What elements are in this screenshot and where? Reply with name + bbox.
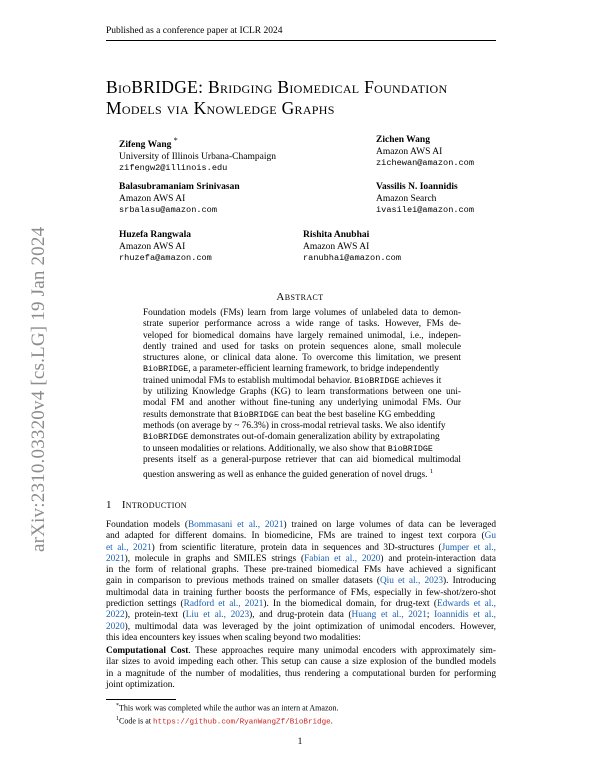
arxiv-stamp: arXiv:2310.03320v4 [cs.LG] 19 Jan 2024 [28, 226, 49, 552]
author-name: Huzefa Rangwala [119, 230, 192, 240]
paragraph-line [106, 543, 496, 554]
citation-link[interactable]: Jumper et al., [441, 542, 497, 553]
author-affiliation: Amazon AWS AI [376, 146, 443, 157]
footnote-text: . [330, 716, 333, 726]
paragraph-text: ). Introducing [443, 576, 496, 587]
author-affiliation: Amazon AWS AI [119, 241, 186, 252]
citation-link[interactable]: 2020 [106, 621, 125, 632]
citation-link[interactable]: Fabian et al., 2020 [304, 553, 381, 564]
footnote-2 [116, 714, 339, 728]
paragraph-text: and adapted for different domains. In biomedicine, FMs are trained to ingest text corpora ( [106, 531, 485, 542]
footnote-1 [116, 701, 339, 714]
abstract-line [143, 466, 461, 481]
abstract-line: dently trained and used for tasks on protein sequences alone, small molecule [143, 341, 461, 352]
footnote-mark: 1 [116, 716, 119, 723]
citation-link[interactable]: Gu [484, 531, 496, 542]
author-email: zichewan@amazon.com [376, 158, 474, 168]
paragraph-line: ilar sizes to avoid impeding each other. This setup can cause a size explosion of the bundled models [106, 657, 496, 668]
footnote-text: Code is at [119, 716, 153, 726]
citation-link[interactable]: Huang et al., 2021 [351, 610, 427, 621]
author-name: Balasubramaniam Srinivasan [119, 182, 240, 192]
code-name: BioBRIDGE [387, 443, 433, 454]
paragraph-text: in the form of relational graphs. These pre-trained biomedical FMs have achieved a significant [106, 565, 496, 576]
paragraph-text: . These approaches require many unimodal encoders with approximately sim- [188, 646, 496, 656]
code-name: BioBRIDGE [143, 432, 189, 443]
citation-link[interactable]: Qiu et al., 2023 [379, 576, 444, 587]
paragraph-line [106, 599, 496, 610]
bold-lead: Computational Cost [106, 646, 189, 656]
author-affiliation: Amazon Search [376, 193, 437, 204]
paragraph-line [106, 633, 496, 644]
abstract-text: , a parameter-efficient learning framework, to bridge independently [188, 364, 440, 375]
author-email: srbalasu@amazon.com [119, 205, 217, 215]
paragraph-text: multimodal data in training further boosts the performance of FMs, especially in few-shot/zero-shot [106, 587, 496, 598]
abstract-line: Foundation models (FMs) learn from large volumes of unlabeled data to demon- [143, 308, 461, 318]
header-rule [106, 40, 496, 41]
paragraph-line [106, 520, 496, 531]
paragraph-text: ) from scientific literature, protein data in sequences and 3D-structures ( [151, 542, 442, 553]
code-url-link[interactable]: https://github.com/RyanWangZf/BioBridge [153, 718, 331, 727]
citation-link[interactable]: et al., 2021 [106, 542, 152, 553]
title-line-2: Models via Knowledge Graphs [106, 98, 335, 118]
author-block [303, 230, 401, 265]
paragraph-text: ), multimodal data was leveraged by the joint optimization of unimodal encoders. However, [124, 621, 496, 632]
paragraph-text: ). In the biomedical domain, for drug-text ( [263, 599, 437, 610]
author-block [376, 135, 474, 170]
author-email: ivasilei@amazon.com [376, 205, 474, 215]
author-affiliation: Amazon AWS AI [303, 241, 370, 252]
abstract-line [143, 364, 461, 375]
abstract-text: achieves it [399, 375, 442, 386]
abstract-line: strate superior performance across a wide range of tasks. However, FMs de- [143, 319, 461, 330]
code-name: BioBRIDGE [143, 364, 189, 375]
citation-link[interactable]: Edwards et al., [436, 599, 496, 610]
abstract-line [143, 432, 461, 443]
abstract-text: question answering as well as enhance the guided generation of novel drugs. [143, 470, 428, 481]
paragraph-text: ), protein-text ( [124, 610, 186, 621]
abstract-line [143, 444, 461, 455]
abstract-line [143, 410, 461, 421]
paragraph-text: prediction settings ( [106, 599, 184, 610]
paragraph-text: ) trained on large volumes of data can be leveraged [283, 520, 496, 530]
paragraph-line [106, 610, 496, 621]
author-block [119, 182, 240, 217]
abstract-line [143, 376, 461, 387]
citation-link[interactable]: 2021 [106, 553, 125, 564]
intro-paragraph-2 [106, 646, 496, 691]
paragraph-text: ) and protein-interaction data [380, 553, 496, 564]
abstract-line: veloped for biomedical domains have largely remained unimodal, i.e., indepen- [143, 330, 461, 341]
paragraph-line: in a magnitude of the number of modalities, thus rendering a computational burden for performing [106, 668, 496, 679]
citation-link[interactable]: Ioannidis et al., [434, 610, 496, 621]
intro-paragraph-1 [106, 520, 496, 644]
author-name: Rishita Anubhai [303, 230, 370, 240]
author-name: Vassilis N. Ioannidis [376, 182, 458, 192]
section-heading [106, 499, 187, 511]
abstract-text: to unseen modalities or relations. Additionally, we also show that [143, 443, 388, 454]
abstract-text: results demonstrate that [143, 409, 234, 420]
paragraph-text: ), and drug-protein data ( [249, 610, 352, 621]
paragraph-line: joint optimization. [106, 679, 175, 690]
paragraph-text: Foundation models ( [106, 520, 188, 530]
paragraph-line [106, 646, 496, 657]
paragraph-text: ), molecule in graphs and SMILES strings ( [124, 553, 305, 564]
paragraph-line [106, 622, 496, 633]
abstract-line: structures alone, or clinical data alone. To overcome this limitation, we present [143, 353, 461, 364]
author-affiliation: University of Illinois Urbana-Champaign [119, 151, 276, 162]
abstract-line: presents itself as a general-purpose retriever that can aid biomedical multimodal [143, 454, 461, 465]
paragraph-text: gain in comparison to previous methods trained on smaller datasets ( [106, 576, 380, 587]
code-name: BioBRIDGE [233, 409, 279, 420]
citation-link[interactable]: 2022 [106, 610, 125, 621]
author-name: Zichen Wang [376, 135, 430, 145]
author-name: Zifeng Wang [119, 140, 172, 151]
paragraph-text: ; [426, 610, 435, 621]
abstract-text: can beat the best baseline KG embedding [278, 409, 436, 420]
paragraph-line [106, 588, 496, 599]
paragraph-line [106, 554, 496, 565]
footnote-ref: 1 [429, 468, 434, 476]
footnote-text: This work was completed while the author was an intern at Amazon. [119, 703, 339, 713]
paragraph-line [106, 531, 496, 542]
abstract-text: demonstrates out-of-domain generalization ability by extrapolating [188, 432, 440, 443]
citation-link[interactable]: Bommasani et al., 2021 [187, 520, 284, 530]
author-email: zifengw2@illinois.edu [119, 163, 228, 174]
author-affiliation: Amazon AWS AI [119, 193, 186, 204]
page-number: 1 [297, 737, 303, 747]
footnotes [116, 701, 339, 728]
section-number: 1 [106, 499, 112, 511]
paragraph-line [106, 565, 496, 576]
abstract-heading: Abstract [276, 291, 324, 303]
citation-link[interactable]: Radford et al., 2021 [183, 599, 264, 610]
author-email: ranubhai@amazon.com [303, 253, 401, 263]
author-mark: * [173, 136, 178, 145]
paragraph-text: this idea encounters key issues when scaling beyond two modalities: [106, 632, 361, 643]
section-title: Introduction [121, 499, 187, 511]
citation-link[interactable]: Liu et al., 2023 [185, 610, 250, 621]
footnote-rule [106, 699, 176, 700]
running-head: Published as a conference paper at ICLR 2024 [106, 26, 283, 36]
abstract-line: methods (on average by ~ 76.3%) in cross-modal retrieval tasks. We also identify [143, 420, 446, 431]
title-line-1: BioBRIDGE: Bridging Biomedical Foundation [106, 77, 448, 97]
abstract-line: modal FM and another without fine-tuning any underlying unimodal FMs. Our [143, 398, 461, 409]
abstract-line: by utilizing Knowledge Graphs (KG) to learn transformations between one uni- [143, 387, 461, 398]
footnote-mark: * [116, 703, 119, 709]
paragraph-line [106, 576, 496, 587]
abstract-text: trained unimodal FMs to establish multimodal behavior. [143, 375, 355, 386]
author-block [119, 135, 276, 175]
code-name: BioBRIDGE [354, 375, 400, 386]
paper-title [106, 77, 506, 119]
abstract-body [143, 308, 461, 482]
author-email: rhuzefa@amazon.com [119, 253, 212, 263]
author-block [376, 182, 474, 217]
author-block [119, 230, 212, 265]
